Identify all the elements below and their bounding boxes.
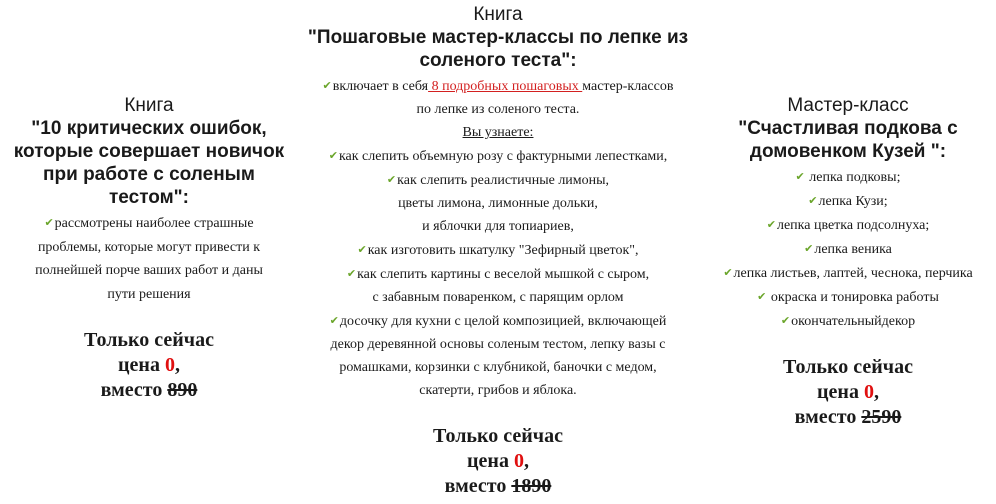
price-old: вместо 2590 <box>794 406 902 428</box>
check-icon: ✔ <box>329 314 339 327</box>
product-title <box>296 26 700 72</box>
title-line: которые совершает новичок <box>13 141 285 162</box>
product-title <box>0 117 298 209</box>
check-icon: ✔ <box>795 170 805 183</box>
price-now-label: Только сейчас <box>783 356 913 378</box>
intro-line: по лепке из соленого теста. <box>416 102 580 117</box>
product-kind: Книга <box>473 4 523 25</box>
feature-line: ✔как слепить картины с веселой мышкой с сыром, <box>296 262 700 286</box>
check-icon: ✔ <box>808 194 818 207</box>
price-block <box>700 355 996 430</box>
product-card-left <box>0 94 298 403</box>
check-icon: ✔ <box>346 267 357 280</box>
feature-line: с забавным поваренком, с парящим орлом <box>372 290 624 305</box>
feature-line: ✔лепка Кузи; <box>700 189 996 213</box>
product-card-center <box>296 3 700 499</box>
price-current: цена 0, <box>817 381 879 403</box>
check-icon: ✔ <box>723 266 733 279</box>
old-price-value: 890 <box>167 379 198 401</box>
feature-line: ромашками, корзинки с клубникой, баночки с медом, <box>339 360 657 375</box>
feature-line: и яблочки для топиариев, <box>422 219 574 234</box>
title-line: "Пошаговые мастер-классы по лепке из <box>307 27 689 48</box>
title-line: домовенком Кузей ": <box>749 141 947 162</box>
price-value: 0 <box>863 381 874 403</box>
price-value: 0 <box>513 450 524 472</box>
feature-line: ✔лепка цветка подсолнуха; <box>700 213 996 237</box>
feature-line: проблемы, которые могут привести к <box>37 239 261 255</box>
feature-line: ✔как слепить объемную розу с фактурными лепестками, <box>296 144 700 168</box>
price-value: 0 <box>164 354 175 376</box>
feature-line: ✔ окраска и тонировка работы <box>700 285 996 309</box>
price-old: вместо 890 <box>100 379 198 401</box>
lessons-link[interactable]: 8 подробных пошаговых <box>428 79 583 94</box>
check-icon: ✔ <box>757 290 767 303</box>
feature-line: ✔рассмотрены наиболее страшные <box>0 211 298 236</box>
title-line: соленого теста": <box>419 50 577 71</box>
product-title <box>700 117 996 163</box>
product-kind: Книга <box>124 95 174 116</box>
learn-heading: Вы узнаете: <box>462 125 534 140</box>
product-card-right <box>700 94 996 430</box>
feature-line: ✔как слепить реалистичные лимоны, <box>296 168 700 192</box>
feature-line: полнейшей порче ваших работ и даны <box>35 263 263 278</box>
title-line: "10 критических ошибок, <box>31 118 267 139</box>
check-icon: ✔ <box>766 218 776 231</box>
title-line: тестом": <box>109 187 189 208</box>
price-block <box>296 424 700 499</box>
price-now-label: Только сейчас <box>433 425 563 447</box>
check-icon: ✔ <box>386 173 397 186</box>
old-price-value: 1890 <box>511 475 552 497</box>
check-icon: ✔ <box>328 149 338 162</box>
old-price-value: 2590 <box>861 406 902 428</box>
check-icon: ✔ <box>44 216 54 229</box>
price-now-label: Только сейчас <box>84 329 214 351</box>
product-kind: Мастер-класс <box>787 95 909 116</box>
price-block <box>0 328 298 403</box>
price-current: цена 0, <box>118 354 180 376</box>
feature-line: пути решения <box>107 286 191 302</box>
feature-line: ✔как изготовить шкатулку "Зефирный цветок", <box>296 238 700 262</box>
price-current: цена 0, <box>467 450 529 472</box>
check-icon: ✔ <box>780 314 791 327</box>
intro-line: ✔включает в себя 8 подробных пошаговых мастер-классов <box>296 74 700 98</box>
feature-line: ✔лепка веника <box>700 237 996 261</box>
feature-line: ✔ лепка подковы; <box>700 165 996 189</box>
feature-line: скатерти, грибов и яблока. <box>419 383 577 398</box>
check-icon: ✔ <box>357 243 367 256</box>
title-line: "Счастливая подкова с <box>738 118 958 139</box>
feature-line: ✔окончательныйдекор <box>700 309 996 333</box>
price-old: вместо 1890 <box>444 475 552 497</box>
title-line: при работе с соленым <box>43 164 255 185</box>
feature-line: цветы лимона, лимонные дольки, <box>398 196 598 211</box>
feature-line: декор деревянной основы соленым тестом, лепку вазы с <box>330 337 666 352</box>
feature-line: ✔досочку для кухни с целой композицией, включающей <box>296 309 700 333</box>
check-icon: ✔ <box>804 242 814 255</box>
check-icon: ✔ <box>322 79 332 92</box>
feature-line: ✔лепка листьев, лаптей, чеснока, перчика <box>700 261 996 285</box>
